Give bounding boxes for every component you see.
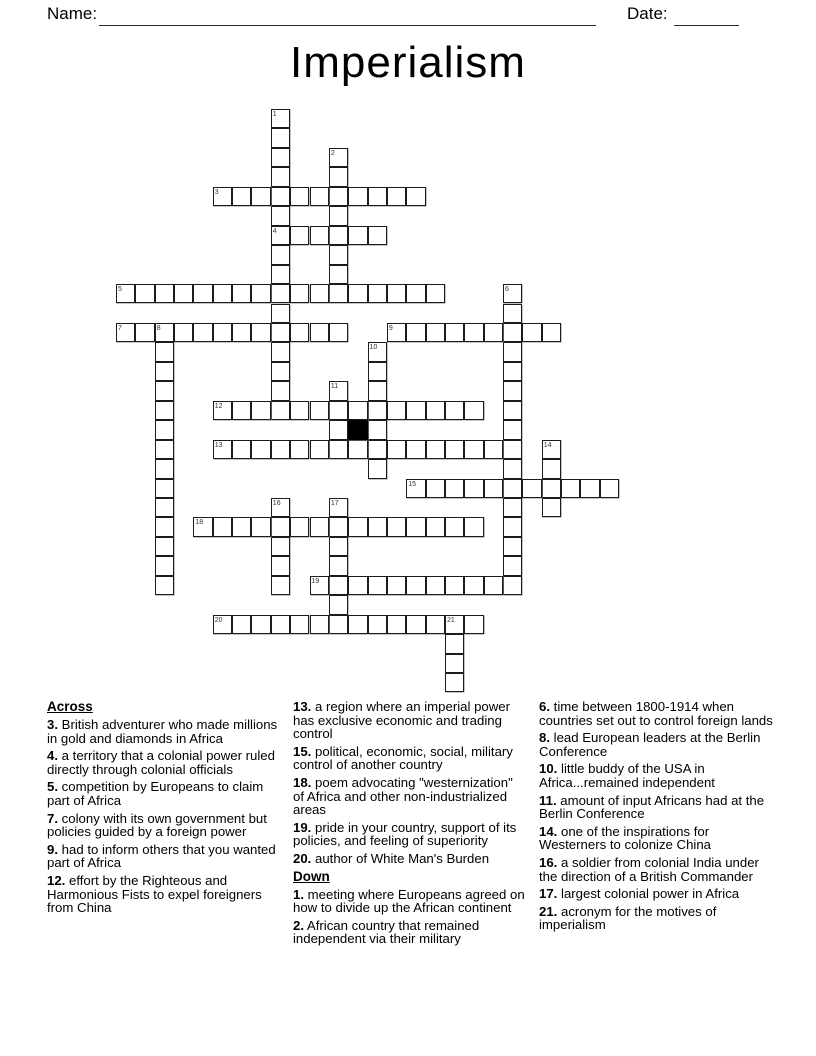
grid-cell[interactable] [406,323,425,342]
grid-cell[interactable] [464,401,483,420]
grid-cell[interactable] [271,517,290,536]
grid-number-7: 7 [118,324,122,332]
grid-cell[interactable] [116,284,135,303]
grid-number-16: 16 [272,500,281,507]
grid-cell[interactable] [329,595,348,614]
grid-cell[interactable] [503,440,522,459]
grid-number-14: 14 [543,441,552,449]
grid-cell[interactable] [155,342,174,361]
grid-cell[interactable] [271,381,290,400]
grid-cell[interactable] [503,517,522,536]
grid-cell[interactable] [368,342,387,361]
grid-cell[interactable] [445,323,464,342]
grid-cell[interactable] [406,401,425,420]
grid-cell[interactable] [561,479,580,498]
grid-cell[interactable] [271,109,290,128]
grid-cell[interactable] [155,323,174,342]
grid-cell[interactable] [329,517,348,536]
clue-across-4: 4. a territory that a colonial power ruled directly through colonial officials [47,748,275,777]
grid-cell[interactable] [310,323,329,342]
grid-cell[interactable] [329,576,348,595]
grid-cell[interactable] [406,284,425,303]
grid-cell[interactable] [271,128,290,147]
grid-cell[interactable] [503,459,522,478]
grid-cell[interactable] [155,517,174,536]
grid-cell[interactable] [290,323,309,342]
grid-cell[interactable] [368,615,387,634]
grid-cell[interactable] [232,517,251,536]
grid-cell[interactable] [503,342,522,361]
clue-down-21: 21. acronym for the motives of imperialism [539,903,717,933]
grid-cell[interactable] [329,265,348,284]
grid-cell[interactable] [464,576,483,595]
grid-cell[interactable] [542,498,561,517]
grid-cell[interactable] [271,284,290,303]
grid-cell[interactable] [290,226,309,245]
clue-across-15: 15. political, economic, social, military control of another country [293,743,513,773]
clue-across-12: 12. effort by the Righteous and Harmonious Fists to expel foreigners from China [47,872,262,916]
grid-cell[interactable] [251,323,270,342]
grid-cell[interactable] [426,576,445,595]
grid-cell[interactable] [387,284,406,303]
clues-column-1 [47,700,281,950]
clue-across-18: 18. poem advocating "westernization" of Africa and other non-industrialized areas [293,774,513,818]
grid-cell[interactable] [484,479,503,498]
grid-number-4: 4 [272,227,277,235]
grid-cell[interactable] [368,187,387,206]
grid-cell[interactable] [348,440,367,459]
grid-cell[interactable] [271,362,290,381]
grid-cell[interactable] [368,362,387,381]
grid-cell[interactable] [290,401,309,420]
clue-down-2: 2. African country that remained independent via their military [293,917,480,947]
grid-cell[interactable] [155,459,174,478]
grid-cell[interactable] [542,440,561,459]
grid-cell[interactable] [290,517,309,536]
grid-cell[interactable] [213,187,232,206]
grid-cell[interactable] [232,615,251,634]
grid-cell[interactable] [271,245,290,264]
grid-cell[interactable] [155,556,174,575]
grid-cell[interactable] [213,615,232,634]
grid-cell[interactable] [271,537,290,556]
name-label: Name: [47,4,98,23]
grid-cell[interactable] [271,323,290,342]
across-header: Across [47,699,93,714]
grid-cell[interactable] [251,517,270,536]
grid-cell[interactable] [329,381,348,400]
grid-cell[interactable] [368,420,387,439]
grid-cell[interactable] [368,517,387,536]
date-label: Date: [627,4,668,23]
grid-cell[interactable] [155,284,174,303]
grid-cell[interactable] [542,479,561,498]
grid-cell[interactable] [155,420,174,439]
grid-cell[interactable] [135,284,154,303]
grid-cell[interactable] [484,440,503,459]
grid-cell[interactable] [406,576,425,595]
grid-cell[interactable] [445,634,464,653]
grid-number-1: 1 [272,111,277,118]
grid-cell[interactable] [464,323,483,342]
grid-cell[interactable] [368,440,387,459]
clue-down-6: 6. time between 1800-1914 when countries set out to control foreign lands [539,699,773,728]
grid-cell[interactable] [271,206,290,225]
grid-cell[interactable] [542,323,561,342]
grid-cell[interactable] [426,401,445,420]
grid-cell[interactable] [251,284,270,303]
grid-cell[interactable] [310,187,329,206]
grid-cell[interactable] [445,673,464,692]
grid-number-12: 12 [214,402,223,410]
grid-cell[interactable] [232,440,251,459]
grid-cell[interactable] [271,576,290,595]
grid-number-5: 5 [118,286,122,294]
clue-across-3: 3. British adventurer who made millions in gold and diamonds in Africa [47,717,278,746]
grid-cell[interactable] [387,615,406,634]
clue-down-10: 10. little buddy of the USA in Africa...remained independent [539,761,715,790]
clues-section [47,700,771,950]
clue-across-5: 5. competition by Europeans to claim part of Africa [47,779,264,808]
grid-cell[interactable] [464,440,483,459]
grid-cell[interactable] [522,323,541,342]
grid-cell[interactable] [406,187,425,206]
grid-cell[interactable] [155,498,174,517]
grid-cell[interactable] [329,148,348,167]
grid-cell[interactable] [310,284,329,303]
grid-cell[interactable] [116,323,135,342]
grid-cell[interactable] [503,479,522,498]
grid-cell[interactable] [329,323,348,342]
grid-cell[interactable] [348,284,367,303]
grid-cell[interactable] [503,498,522,517]
grid-number-9: 9 [388,324,393,332]
grid-cell[interactable] [271,167,290,186]
grid-cell[interactable] [329,615,348,634]
grid-cell[interactable] [600,479,619,498]
grid-cell[interactable] [271,401,290,420]
grid-cell[interactable] [329,440,348,459]
grid-cell[interactable] [522,479,541,498]
grid-cell[interactable] [310,517,329,536]
clue-down-11: 11. amount of input Africans had at the Berlin Conference [539,792,765,822]
grid-cell[interactable] [503,576,522,595]
grid-number-15: 15 [408,480,417,488]
grid-cell[interactable] [271,148,290,167]
grid-cell[interactable] [271,440,290,459]
grid-number-21: 21 [446,616,455,624]
grid-cell[interactable] [445,615,464,634]
grid-cell[interactable] [368,284,387,303]
grid-cell[interactable] [406,440,425,459]
grid-cell[interactable] [310,226,329,245]
grid-number-18: 18 [195,519,204,527]
grid-cell[interactable] [348,187,367,206]
grid-cell[interactable] [329,556,348,575]
grid-cell[interactable] [271,556,290,575]
grid-cell[interactable] [503,537,522,556]
grid-cell[interactable] [426,323,445,342]
grid-cell[interactable] [387,440,406,459]
grid-black-cell [348,420,367,439]
grid-cell[interactable] [503,556,522,575]
grid-cell[interactable] [503,420,522,439]
grid-cell[interactable] [271,342,290,361]
grid-cell[interactable] [426,517,445,536]
grid-number-2: 2 [330,149,335,157]
clue-down-16: 16. a soldier from colonial India under the direction of a British Commander [539,854,759,884]
grid-cell[interactable] [329,498,348,517]
grid-cell[interactable] [406,479,425,498]
grid-cell[interactable] [213,323,232,342]
grid-cell[interactable] [503,362,522,381]
grid-cell[interactable] [368,401,387,420]
grid-cell[interactable] [387,517,406,536]
grid-cell[interactable] [193,517,212,536]
grid-cell[interactable] [155,537,174,556]
grid-cell[interactable] [503,284,522,303]
grid-cell[interactable] [503,381,522,400]
clue-across-13: 13. a region where an imperial power has exclusive economic and trading control [293,699,510,742]
grid-cell[interactable] [310,440,329,459]
grid-cell[interactable] [368,576,387,595]
grid-cell[interactable] [426,440,445,459]
grid-cell[interactable] [271,265,290,284]
grid-cell[interactable] [271,498,290,517]
grid-cell[interactable] [271,615,290,634]
grid-cell[interactable] [445,517,464,536]
grid-cell[interactable] [503,323,522,342]
grid-cell[interactable] [445,479,464,498]
clue-across-19: 19. pride in your country, support of its policies, and feeling of superiority [293,819,517,849]
grid-cell[interactable] [271,226,290,245]
grid-cell[interactable] [213,401,232,420]
grid-cell[interactable] [348,401,367,420]
grid-cell[interactable] [329,245,348,264]
grid-cell[interactable] [290,615,309,634]
grid-cell[interactable] [174,284,193,303]
grid-cell[interactable] [290,187,309,206]
grid-cell[interactable] [232,284,251,303]
clue-down-8: 8. lead European leaders at the Berlin Conference [539,730,761,759]
grid-cell[interactable] [445,401,464,420]
grid-cell[interactable] [251,440,270,459]
grid-cell[interactable] [503,304,522,323]
grid-number-20: 20 [214,616,223,624]
down-header: Down [293,868,330,884]
grid-number-19: 19 [311,577,320,585]
grid-cell[interactable] [445,654,464,673]
clue-across-7: 7. colony with its own government but policies guided by a foreign power [47,810,267,840]
grid-cell[interactable] [135,323,154,342]
grid-cell[interactable] [426,284,445,303]
grid-cell[interactable] [155,381,174,400]
grid-cell[interactable] [387,187,406,206]
grid-cell[interactable] [484,323,503,342]
grid-cell[interactable] [213,517,232,536]
grid-cell[interactable] [464,615,483,634]
grid-cell[interactable] [310,615,329,634]
grid-cell[interactable] [348,226,367,245]
grid-cell[interactable] [155,576,174,595]
grid-cell[interactable] [329,187,348,206]
grid-number-6: 6 [505,286,509,294]
grid-cell[interactable] [155,362,174,381]
grid-cell[interactable] [464,479,483,498]
grid-cell[interactable] [329,401,348,420]
grid-cell[interactable] [348,517,367,536]
grid-cell[interactable] [232,187,251,206]
grid-cell[interactable] [271,187,290,206]
grid-cell[interactable] [387,323,406,342]
grid-cell[interactable] [290,284,309,303]
grid-cell[interactable] [310,576,329,595]
grid-cell[interactable] [329,226,348,245]
grid-cell[interactable] [193,323,212,342]
grid-cell[interactable] [329,537,348,556]
grid-cell[interactable] [406,615,425,634]
grid-cell[interactable] [329,420,348,439]
grid-cell[interactable] [348,576,367,595]
grid-cell[interactable] [213,284,232,303]
grid-cell[interactable] [329,167,348,186]
grid-number-8: 8 [156,324,161,332]
clue-across-9: 9. had to inform others that you wanted part of Africa [47,841,276,871]
grid-cell[interactable] [542,459,561,478]
grid-cell[interactable] [387,576,406,595]
grid-cell[interactable] [387,401,406,420]
grid-cell[interactable] [426,479,445,498]
grid-number-10: 10 [369,344,378,352]
grid-cell[interactable] [251,401,270,420]
grid-cell[interactable] [271,304,290,323]
grid-cell[interactable] [193,284,212,303]
grid-cell[interactable] [310,401,329,420]
clues-column-3 [539,700,773,950]
grid-cell[interactable] [464,517,483,536]
grid-cell[interactable] [503,401,522,420]
clue-down-1: 1. meeting where Europeans agreed on how to divide up the African continent [293,886,525,916]
grid-cell[interactable] [445,440,464,459]
page-title: Imperialism [290,38,526,87]
grid-cell[interactable] [368,226,387,245]
grid-cell[interactable] [251,187,270,206]
grid-cell[interactable] [406,517,425,536]
clue-across-20: 20. author of White Man's Burden [293,850,490,866]
grid-cell[interactable] [155,479,174,498]
grid-number-17: 17 [330,500,339,507]
grid-cell[interactable] [368,459,387,478]
grid-cell[interactable] [155,401,174,420]
grid-cell[interactable] [368,381,387,400]
grid-cell[interactable] [348,615,367,634]
grid-number-11: 11 [330,383,339,391]
grid-number-3: 3 [214,188,219,196]
grid-cell[interactable] [232,323,251,342]
grid-cell[interactable] [580,479,599,498]
grid-cell[interactable] [426,615,445,634]
grid-cell[interactable] [232,401,251,420]
grid-cell[interactable] [213,440,232,459]
clue-down-14: 14. one of the inspirations for Westerners to colonize China [539,823,712,853]
grid-number-13: 13 [214,441,223,449]
grid-cell[interactable] [329,206,348,225]
grid-cell[interactable] [290,440,309,459]
clues-column-2 [293,700,527,950]
grid-cell[interactable] [155,440,174,459]
clue-down-17: 17. largest colonial power in Africa [539,886,740,902]
grid-cell[interactable] [484,576,503,595]
grid-cell[interactable] [251,615,270,634]
grid-cell[interactable] [445,576,464,595]
grid-cell[interactable] [174,323,193,342]
grid-cell[interactable] [329,284,348,303]
